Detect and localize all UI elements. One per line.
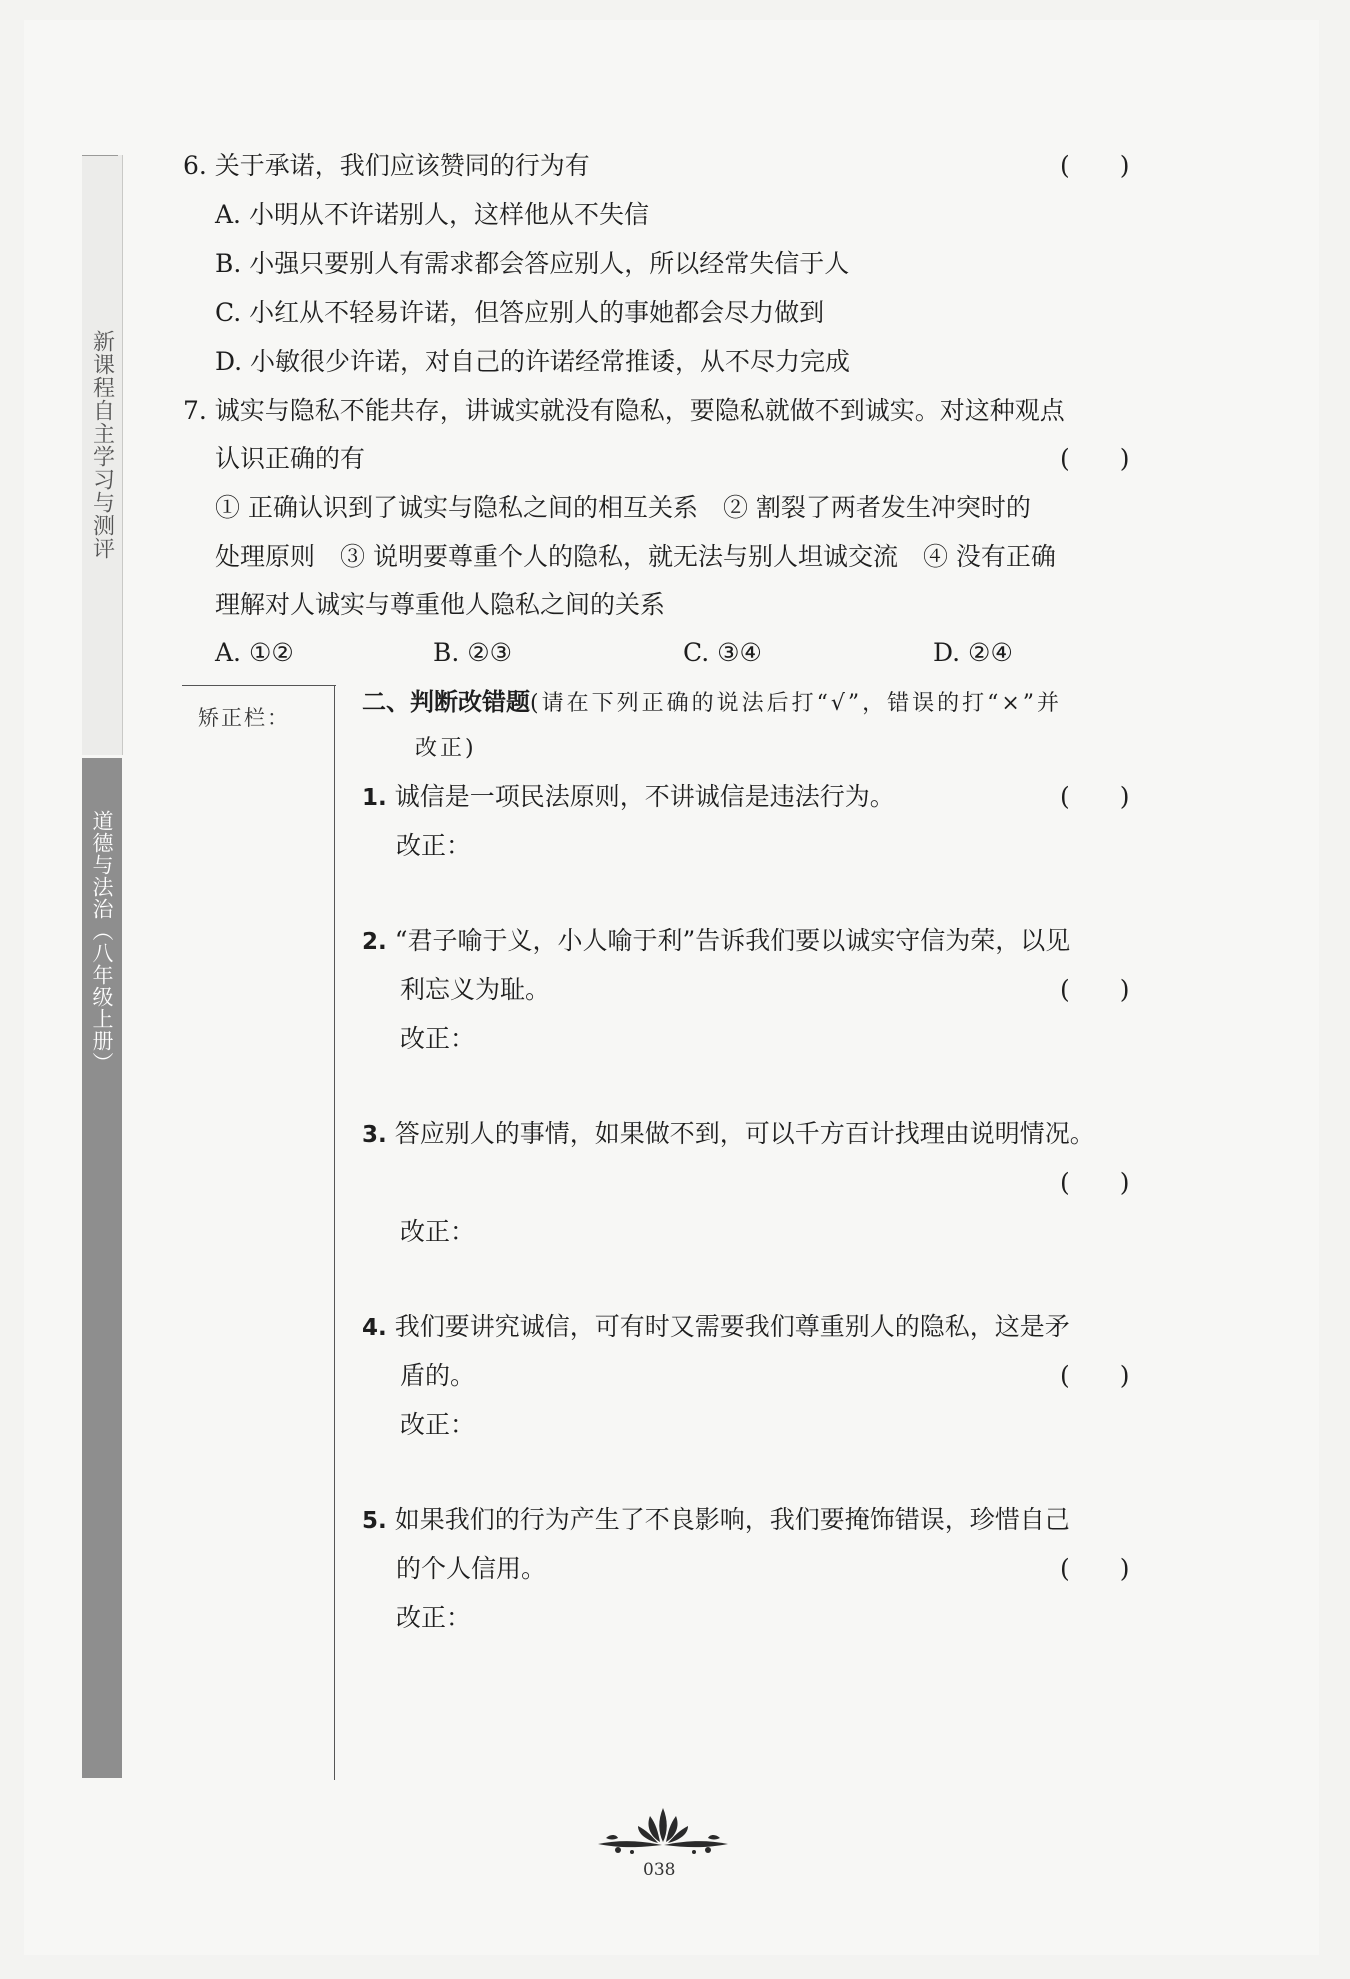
q6-option-a: A. 小明从不许诺别人，这样他从不失信 (215, 200, 649, 229)
judge-3-answer-paren[interactable]: ( ) (1060, 1168, 1130, 1197)
q7-items-line2: 处理原则 ③ 说明要尊重个人的隐私，就无法与别人坦诚交流 ④ 没有正确 (215, 542, 1056, 571)
judge-5-number: 5. (362, 1508, 387, 1534)
page-number: 038 (643, 1860, 676, 1880)
correction-column-label: 矫正栏： (198, 706, 290, 730)
judge-2-line2: 利忘义为耻。 (400, 975, 551, 1004)
judge-5-answer-paren[interactable]: ( ) (1060, 1554, 1130, 1583)
judge-5-correction[interactable]: 改正： (396, 1603, 472, 1632)
judge-4-number: 4. (362, 1315, 387, 1341)
judge-4-text: 我们要讲究诚信，可有时又需要我们尊重别人的隐私，这是矛 (394, 1312, 1070, 1341)
correction-column-top-rule (182, 685, 336, 686)
q7-option-a: A. ①② (215, 638, 294, 667)
section2-title: 二、判断改错题 (362, 688, 530, 716)
judge-4-answer-paren[interactable]: ( ) (1060, 1361, 1130, 1390)
judge-4-line1 (362, 1311, 1070, 1344)
q7-option-b: B. ②③ (433, 638, 513, 667)
q6-answer-paren[interactable]: ( ) (1060, 151, 1130, 180)
judge-3-correction[interactable]: 改正： (400, 1217, 476, 1246)
q6-option-d: D. 小敏很少许诺，对自己的许诺经常推诿，从不尽力完成 (215, 347, 851, 376)
q7-stem-line1: 7. 诚实与隐私不能共存，讲诚实就没有隐私，要隐私就做不到诚实。对这种观点 (183, 396, 1065, 425)
judge-3-line1 (362, 1118, 1095, 1151)
q7-items-line1: ① 正确认识到了诚实与隐私之间的相互关系 ② 割裂了两者发生冲突时的 (215, 493, 1031, 522)
judge-3-number: 3. (362, 1122, 387, 1148)
judge-3-text: 答应别人的事情，如果做不到，可以千方百计找理由说明情况。 (394, 1119, 1095, 1148)
judge-1-correction[interactable]: 改正： (396, 831, 472, 860)
q6-option-c: C. 小红从不轻易许诺，但答应别人的事她都会尽力做到 (215, 298, 825, 327)
judge-5-line2: 的个人信用。 (396, 1554, 547, 1583)
section2-heading (362, 686, 1062, 720)
q6-option-b: B. 小强只要别人有需求都会答应别人，所以经常失信于人 (215, 249, 850, 278)
judge-1-text: 诚信是一项民法原则，不讲诚信是违法行为。 (394, 782, 895, 811)
section2-note-line1: (请在下列正确的说法后打“√”，错误的打“×”并 (530, 691, 1063, 716)
judge-1-answer-paren[interactable]: ( ) (1060, 782, 1130, 811)
q7-stem-line2: 认识正确的有 (215, 444, 366, 473)
judge-2-line1 (362, 925, 1070, 958)
judge-5-line1 (362, 1504, 1070, 1537)
judge-4-correction[interactable]: 改正： (400, 1410, 476, 1439)
judge-2-correction[interactable]: 改正： (400, 1024, 476, 1053)
q7-option-c: C. ③④ (683, 638, 762, 667)
section2-note-line2: 改正) (415, 736, 477, 761)
correction-column-rule (334, 685, 335, 1780)
q7-answer-paren[interactable]: ( ) (1060, 444, 1130, 473)
judge-4-line2: 盾的。 (400, 1361, 476, 1390)
judge-2-text: “君子喻于义，小人喻于利”告诉我们要以诚实守信为荣，以见 (394, 926, 1071, 955)
judge-1-number: 1. (362, 785, 387, 811)
judge-2-number: 2. (362, 929, 387, 955)
judge-1-line1 (362, 781, 895, 814)
q7-items-line3: 理解对人诚实与尊重他人隐私之间的关系 (215, 590, 666, 619)
series-title: 新课程自主学习与测评 (89, 330, 115, 560)
subject-title: 道德与法治（八年级上册） (90, 810, 114, 1074)
q7-option-d: D. ②④ (933, 638, 1013, 667)
judge-2-answer-paren[interactable]: ( ) (1060, 975, 1130, 1004)
q6-stem: 6. 关于承诺，我们应该赞同的行为有 (183, 151, 590, 180)
judge-5-text: 如果我们的行为产生了不良影响，我们要掩饰错误，珍惜自己 (394, 1505, 1070, 1534)
